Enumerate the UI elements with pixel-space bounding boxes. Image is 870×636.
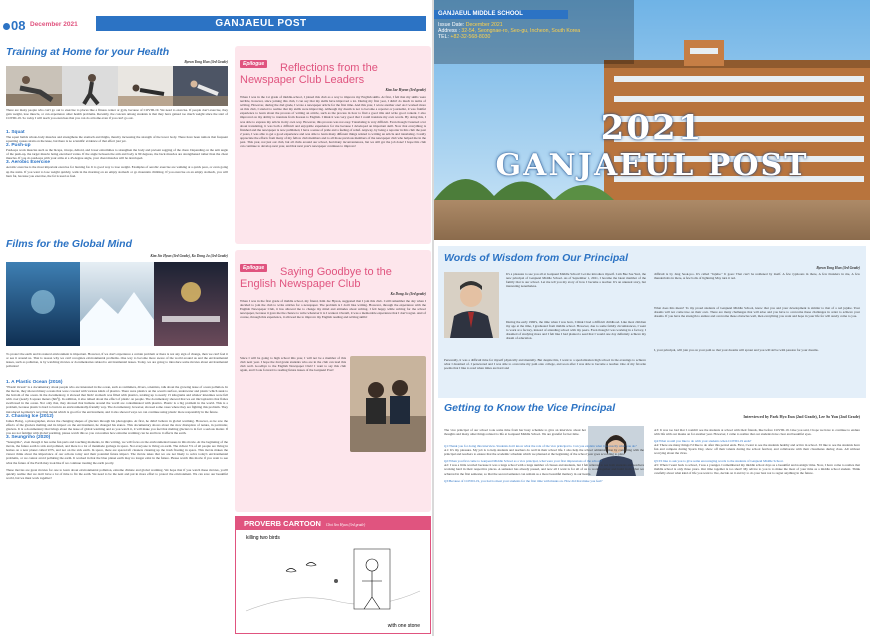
principal-title: Words of Wisdom from Our Principal [444, 252, 629, 264]
page-date: December 2021 [30, 21, 78, 28]
training-article [6, 46, 228, 64]
goodbye-tag: Epilogue [240, 264, 267, 272]
pushup-text: Push-ups work muscles such as the biceps, triceps, deltoid, and lower extremities to strengthen the body and prevent sagging of the chest. Depending on the arm angle of the push-up, the target muscle being exercised varies. If the angle between the arm and body is 90 degrees, the back muscles are strengthened rather than the chest muscles. If you do push-ups with your arms at a 45-degree angle, your chest muscles will be developed. [6, 148, 228, 161]
principal-portrait-image [444, 272, 499, 338]
movie-posters-image [6, 262, 228, 346]
principal-byline: Byeon Yong Hun (3rd Grade) [816, 266, 860, 270]
tel-line [438, 34, 588, 40]
q1: Q1:Thank you for doing this interview. Students don't know what the role of the vice principal is. Can you explain what it is exactly what you do? [444, 444, 637, 448]
issue-label: Issue Date: [438, 22, 465, 28]
cover-title-year: 2021 [600, 108, 704, 148]
goodbye-text-2: Since I will be going to high school this year, I will not be a member of this club next year. I hope the 2nd grade students who are in the club can lead this club well. Goodbye to the English Newspaper Club! I want to say this club again, and I look forward to reading future issues of the Ganjaeul Post! [240, 356, 346, 373]
goodbye-title-1: Saying Goodbye to the [280, 266, 392, 278]
films-title: Films for the Global Mind [6, 238, 132, 250]
exercise-photos-image [6, 66, 228, 106]
page-dot-icon [3, 23, 10, 30]
films-outro: These movies are great movies for one to learn about environmental pollution, extreme climate and global warming. We hope that if you watch these movies, you'll quickly realize that we don't have a lot of time to fix the earth. We need to be the next and put in more effort to protect the environment. We can save our beautiful world, but we must work together! [6, 467, 228, 480]
films-intro: To protect the earth and its natural environment is important. However, if we don't experience a certain problem or there is not any sign of change, then we can't feel it or see it around us. That is reason why we can't recognize environmental problems. One way to become more aware of the world around us and the environmental issues, such as pollution, is by watching movies or documentaries related to environmental issues. Today, we are going to introduce some movies about environmental pollution! [6, 352, 228, 369]
reflections-title-1: Reflections from the [280, 62, 378, 74]
proverb-label: PROVERB CARTOON [244, 519, 321, 528]
left-page [0, 0, 432, 636]
chasing-ice-heading: 2. Chasing Ice (2012) [6, 413, 54, 419]
page-header [0, 0, 432, 40]
plastic-ocean-text: "Plastic Ocean" is a documentary about people who are interested in the ocean, such as swimmers, divers, scientists, talk about the growing issue of ocean pollution. In the movie, they showed many oceans that were covered with various kinds of plastics. There were plastics on the ocean's surface, underwater and plastic which sunk to the bottom of the ocean. In the documentary, it showed that birds' stomach was filled with plastics, totaling up to nearly 15 kilograms and whales' intestines were full with over (nearly 6 square meters (6m²)). In addition, it also talked about the effect of plastic on people. The documentary showed that we eat microplastics that fishes swallowed in the ocean. Not only that, they showed that humans around the world are contaminated with plastics. Plastic is a big problem in the world. This is a problem, because plastic is hard to burn in an environmentally-friendly way. The documentary, however, showed some cases where they are fighting this problem. They introduced Germany's recycling model which is good for the environment, and it also showed ways we can continue using plastic more responsibly in the future. [6, 385, 228, 414]
aerobic-text: Aerobic exercise is the most important exercise for burning fat. It is good way to lose weight. Examples of aerobic exercise are walking at a quick pace, or even going up the stairs. If you want to lose weight quickly, walk in the morning on an empty stomach or go mountain climbing. If you exercise on an empty stomach, you will burn fat, because you exercise, the fat is used as fuel. [6, 165, 228, 178]
principal-p1: It's a pleasure to see you all at Ganjaeul Middle School! Let me introduce myself. I am Bae Sae Yeol, the new principal of Ganjaeul Middle School. As of September 1, 2021, I became the latest member of the family that is our school. Let me tell you my story of how I became a teacher. It's an unusual story, but interesting nonetheless. [506, 272, 646, 289]
reflections-text: When I was in the 1st grade of middle-school, I joined this club as a way to improve my English skills. At first, I felt that my skills were terrible, however, since joining this club, I can say that my skills have improved a lot. During my first year, I didn't do much in terms of writing. However, during the 2nd grade, I wrote a newspaper article for the first time. And this year, I wrote another one! As I worked more on this club, I started to realize that my skills were improving. Although my dream is not to become a reporter or journalist, it was fruitful experience to learn about the process of writing an article, such as the process in how to find a good title and write good content. I also improved on my ability to translate from Korean to English. I think it was very good that I could translate my own words. By doing this, I was able to express my article in my own way. However, this process was not easy. Translating is very difficult. Even though I learned a lot about translating, it was both a difficult and enjoyable experience for me because I developed an important skill. Now that everything is finished and the newspaper is now published, I have a sense of pride and a feeling of relief. Anyway, by being a reporter in this club the past 2 years, I was able to get a good experience and was able to learn many different things related to writing an article and translating. I really appreciate the efforts from many of my fellow club members and to all those previous members of the newspaper club who helped me in the past. This year, not just our club, but all clubs around our school, had many inconveniences, but we still got the job done! I hope this club can continue to develop next year, and that next year's newspaper continues to improve! [240, 95, 426, 149]
a1: A1: It's my pleasure. My job is to help students and teachers do well in their school life. I also help the school administration by consulting with the principal and teachers to ensure that the academic schedule which we planned at the beginning of the school year goes according to plan. [444, 448, 644, 457]
reflections-tag: Epilogue [240, 60, 267, 68]
proverb-caption-bottom: with one stone [387, 623, 420, 629]
q2: Q2:When you first came to Ganjaeul Middle School as a vice principal, what were your first impressions of the school? [444, 459, 602, 464]
proverb-cartoon [235, 516, 431, 634]
goodbye-photo [350, 356, 426, 452]
vice-title: Getting to Know the Vice Principal [444, 402, 616, 414]
goodbye-text: When I was in the first grade of middle school, my friend, Kim Jae Hyeon, suggested that I join this club. I still remember the day when I decided to join the club to write articles for a newspaper. The problem is I don't like writing. However, through the experience with the English Newspaper Club, it has allowed me to change my mind and attitudes about writing. I felt happy while writing for the school newspaper, because it gave me the chance to write whatever it is I wanted. Overall, it was a memorable experience that I don't regret. And of course, through this experience, it allowed me to improve my English reading and writing skills! [240, 299, 426, 320]
cover-title-name: GANJAEUL POST [495, 148, 809, 183]
films-byline: Kim Jin Hyun (3rd Grade), Ko Dong Ju (3rd Grade) [150, 254, 228, 258]
vice-intro: The vice principal of our school took some time from her busy schedule to give an interview about her thoughts and many other things related to life at Ganjaeul Middle School. We are grateful for her time. [444, 428, 586, 437]
principal-box [438, 246, 866, 398]
films-article [6, 238, 228, 258]
page-number: 08 [3, 18, 25, 33]
chasing-ice-text: James Balog, a photographer, shows the changing shapes of glaciers through his photographs. At first, he didn't believe in global warming. However, as he saw the effects of the glaciers melting and its impact on the environment, he changed his stance. This documentary shows about the slow disruption of nature, in particular, glaciers. It is a documentary that brings about the issue of global warming and as you watch it, it will make you feel that melting glaciers is in fact a serious matter. If you are not familiar with global warming, please watch this so you can realize how extreme warming can be and how it affects the earth. [6, 418, 228, 435]
vice-left-qa [444, 444, 644, 483]
seungriho-heading: 3. Seungriho (2020) [6, 435, 51, 441]
vice-byline: Interviewed by Park Hyo Eun (2nd Grade), Lee So Yun (2nd Grade) [743, 414, 860, 419]
q3: Q3:Because of COVID-19, you had to meet your students for the first time with masks on. How did that make you feel? [444, 478, 603, 483]
a5: A5: When I went back to school, I was a younger. I remembered my middle school days as a beautiful and nostalgic time. Now, I have come to realize that middle school is only three years. Our time together is too short! My advice to you is to make the most of your time as a middle school student. Think carefully about what kind of life you want to live, decide on it and try to do your best not to regret anything in the future. [654, 462, 860, 475]
squat-heading: 1. Squat [6, 130, 25, 135]
principal-p3: Personally, it was a difficult time for myself physically and mentally. But despite this, I went to a specialization high school in the evenings to achieve what I dreamed of. I persevered and I was able to overcome my path onto college, and soon after I was able to become a teacher. One of my favorite poems that I like to read when times are hard and [444, 358, 646, 371]
principal-p6: I, your principal, will join you on your path so that your dreams will sprout and you will strive with passion for your dreams. [654, 348, 819, 352]
club-photo-image [350, 356, 426, 452]
vice-right-qa [654, 428, 860, 475]
proverb-caption-top: killing two birds [246, 535, 280, 541]
proverb-header [236, 517, 430, 530]
reflections-byline: Kim Jae Hyeon (3rd grade) [385, 88, 426, 92]
cover-info [438, 22, 588, 41]
squat-text: The squat builds whole-body muscles and strengthens the stomach and thighs, thereby increasing the strength of the lower body. There have been rumors that frequent squatting causes strain on the knee, but there is no scientific evidence of that effect just yet. [6, 135, 228, 144]
address-value: 32-54, Seongnae-ro, Seo-gu, Incheon, South Korea [461, 28, 581, 35]
principal-p5: What does this mean? To my proud students of Ganjaeul Middle School, know that you and your development is similar to that of a red jujube. Your dreams will not come true on their own. There are many challenges that will arise and you have to overcome these challenges in order to achieve your dreams. If you have the strength to endure and overcome these obstacles well, then everything you want and hope in your life for will surely come to you. [654, 306, 860, 319]
films-posters [6, 262, 228, 346]
reflections-article [240, 52, 426, 148]
tel-label: TEL: [438, 34, 449, 41]
seungriho-text: "Seungriho", even though it has some fun parts and touching moments, in this writing, we will focus on the environmental issues in this movie. At the beginning of the movie, the future earth is sick and polluted, and there is a lot of manmade garbage in space. Not everyone is living on earth. The richest 5% of all people are living in homes on a new planet called UTS, and not on the sick earth. In space, there are spacecraft cleaners cleaning up the trash floating in space. This movie makes the viewer think about the importance of our actions today and their potential future impact. The movie takes that we are not likely to solve today's environmental problems, or we cannot avoid polluting the earth. It worked in that the blue planet earth may no longer exist in the future. Please watch this movie if you want to see what the future of the Earth may look like if we continue treating the earth poorly. [6, 440, 228, 465]
pushup-heading: 2. Push-up [6, 143, 31, 149]
plastic-ocean-heading: 1. A Plastic Ocean (2016) [6, 380, 63, 385]
reflections-title-2: Newspaper Club Leaders [240, 74, 365, 86]
training-intro: There are many people who can't go out to exercise to places like a fitness center or gym, because of COVID-19. We need to exercise. If people don't exercise, they gain weight, lose muscle, or can experience other health problems. Recently, the concern among students is that they have gained too much weight since the start of COVID-19. So today I will teach you exercises that you can do at home even if you can't go out. [6, 108, 228, 121]
training-sections [6, 130, 228, 178]
a4: A4: There are many things I'd like to do after this period ends. First, I want to see the students healthy and active in school. I'd like to see the students have fun and compete during Sports Day, show off their talents during the school festival, and collaborate with their classmates during class. All without worrying about the virus. [654, 443, 860, 456]
q5: Q5:I'd like to ask you to give some encouraging words to the students of Ganjaeul Middle School. [654, 458, 784, 463]
principal-p4: difficult is by Jang Seok-joo. It's called "Jujube." It goes: That can't be reddened by itself. A few typhoons in there, A few thunders in me, A few thunderbolts in there, A few bolts of lightning May turn it red. [654, 272, 860, 281]
page-masthead-bar: GANJAEUL POST [96, 16, 426, 31]
principal-photo [444, 272, 499, 338]
a3: A3: It was too bad that I couldn't see the students at school with their friends, like before COVID-19. Like you said, I hope we have to continue to endure with life with our masks on for another year. However, I came to realize that our students have clear and beautiful eyes. [654, 428, 860, 437]
right-page [434, 0, 870, 636]
principal-p2: During the early 1960's, the time when I was born, I think I had a difficult childhood. Like most children my age at the time, I graduated from middle school. However, due to some family circumstances, I went to work at a factory, instead of attending school with my peers. Even though I was working in a factory, I dreamed of studying more and I felt like I had planted a seed that I would one day definitely achieve my dream of education. [506, 320, 646, 341]
address-label: Address : [438, 28, 460, 35]
school-label: GANJAEUL MIDDLE SCHOOL [434, 10, 568, 19]
training-title: Training at Home for your Health [6, 46, 170, 58]
a2: A2: I was a little worried because it was a large school with a large number of classes and students, but I felt relieved to see both students and teachers working hard in their respective places. A semester has already passed, and now all I want is for all of us to work together and build from what we achieved in the first semester, so that the second semester can remain as a more beautiful memory in our hearts. [444, 463, 644, 476]
films-sections [6, 380, 228, 480]
goodbye-article [240, 256, 426, 319]
q4: Q4:What would you like to do with your students when COVID-19 ends? [654, 439, 752, 444]
issue-date: December 2021 [465, 22, 503, 28]
training-byline: Byeon Yong Hun (3rd Grade) [184, 60, 228, 64]
goodbye-title-2: English Newspaper Club [240, 278, 361, 290]
tel-value: +82-32-568-8030 [450, 34, 491, 41]
cartoon-drawing [236, 531, 430, 633]
training-photos [6, 66, 228, 106]
aerobic-heading: 3. Aerobic Exercise [6, 160, 51, 166]
goodbye-byline: Ko Dong Ju (3rd grade) [390, 292, 426, 296]
proverb-credit: Choi Seo Hyun (3rd grade) [325, 523, 366, 527]
